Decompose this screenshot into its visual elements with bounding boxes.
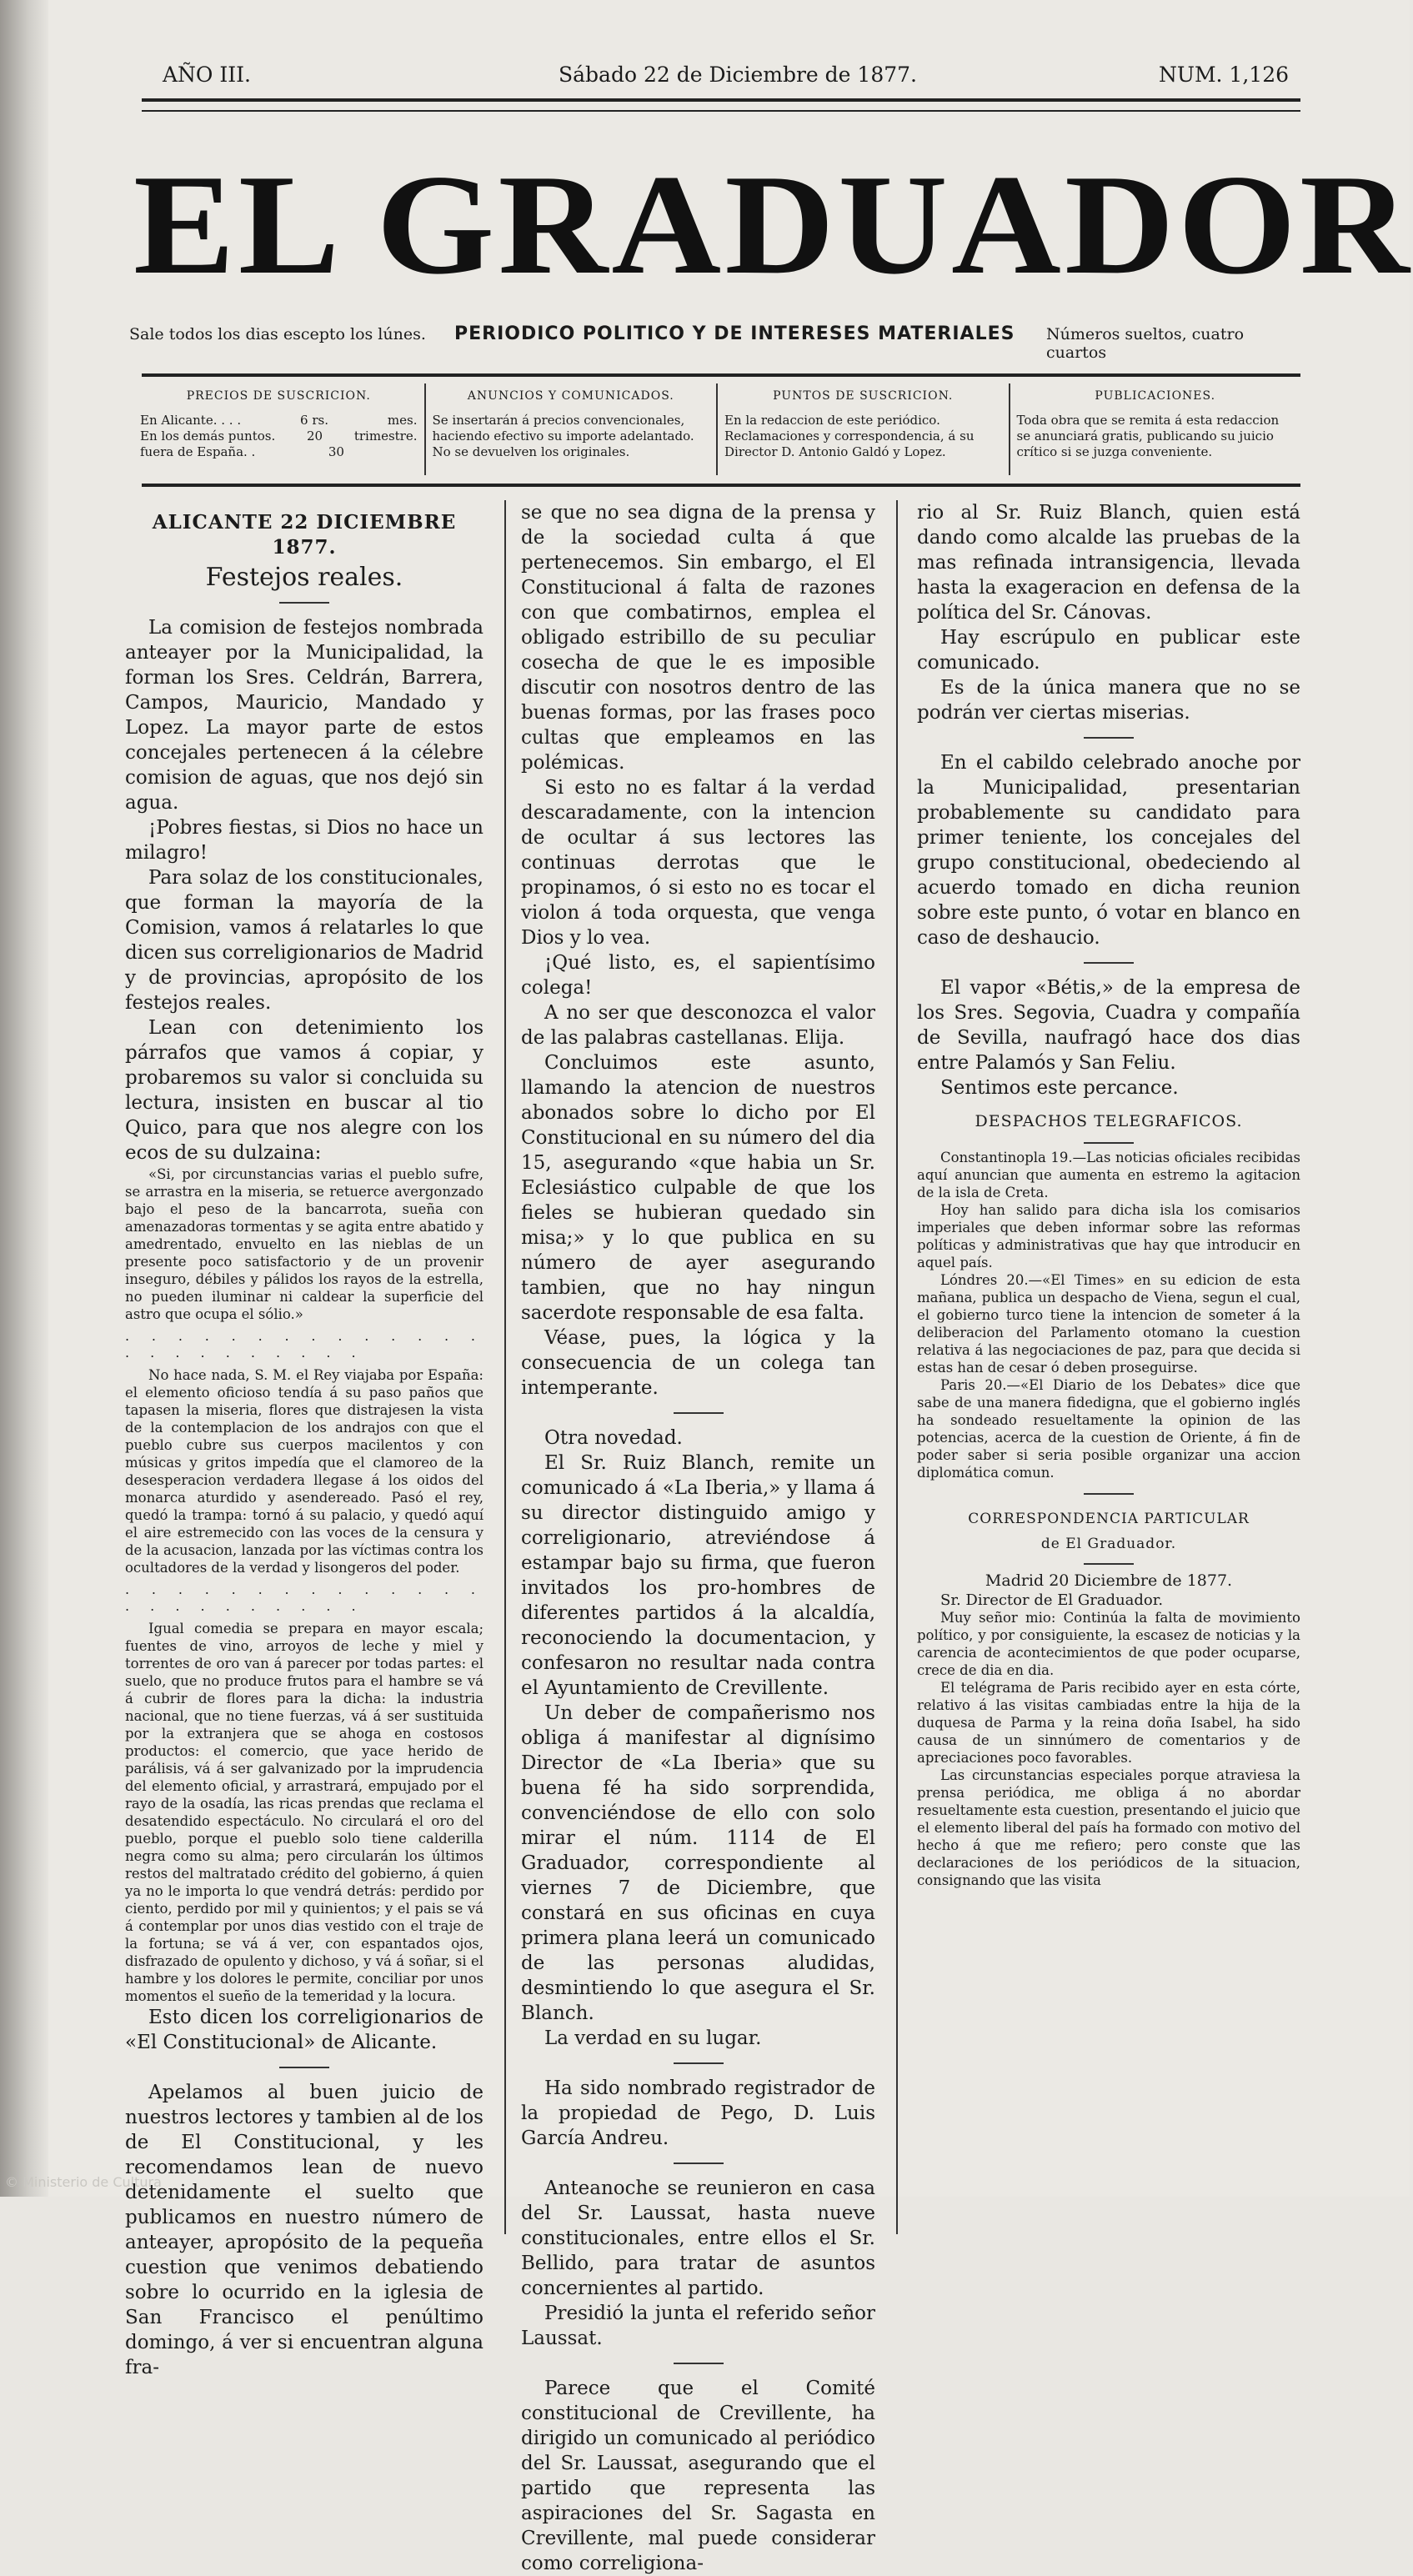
points-title: PUNTOS DE SUSCRICION. [773,389,954,403]
separator [674,2363,724,2364]
column-divider [896,500,898,2234]
article-columns [125,500,1300,2574]
quote-paragraph: «Si, por circunstancias varias el pueblo sufre, se arrastra en la miseria, se retuerce avergonzado bajo el peso de la bancarrota, sueña con amenazadoras tormentas y se agita entre abatido y amedrentado, envuelto en las nieblas de un presente poco satisfactorio y de un provenir inseguro, débiles y pálidos los rayos de la estrella, no pueden iluminar ni caldear la superficie del astro que ocupa el sólio.» [125,1166,484,1322]
ellipsis-row: . . . . . . . . . . . . . . . . . . . . . . . . [125,1581,484,1614]
top-rule [142,98,1300,102]
pubs-text: Toda obra que se remita á esta redaccion se anunciará gratis, publicando su juicio crítico si se juzga conveniente. [1016,413,1280,459]
quote-paragraph: Igual comedia se prepara en mayor escala; fuentes de vino, arroyos de leche y miel y torrentes de oro van á parecer por todas partes: el suelo, que no produce frutos para el hambre se vá á cubrir de flores para la dicha: la industria nacional, que no tiene fuerzas, vá á ser sustituida por la extranjera que se ahoga en costosos productos: el comercio, que yace herido de parálisis, vá á ser galvanizado por la imprudencia del elemento oficial, y arrastrará, empujado por el rayo de la osadía, las ricas prendas que reclama el desatendido espectáculo. No circulará el oro del pueblo, porque el pueblo solo tiene calderilla negra como su alma; pero circularán los últimos restos del maltratado crédito del gobierno, á quien ya no le importa lo que vendrá detrás: perdido por ciento, perdido por mil y quinientos; y el pais se vá á contemplar por unos dias vestido con el traje de la fortuna; se vá á ver, con espantados ojos, disfrazado de opulento y dichoso, y vá á soñar, si el hambre y los dolores le permite, conciliar por unos momentos el sueño de la temeridad y la locura. [125,1621,484,2004]
paragraph: Sentimos este percance. [940,1077,1179,1099]
year-label: AÑO III. [163,63,251,87]
paragraph: Hay escrúpulo en publicar este comunicado. [917,627,1300,674]
masthead-title: EL GRADUADOR [133,146,1413,304]
paragraph: Para solaz de los constitucionales, que forman la mayoría de la Comision, vamos á relatarles lo que dicen sus correligionarios de Madrid y de provincias, apropósito de los festejos reales. [125,867,484,1014]
paragraph: Lean con detenimiento los párrafos que vamos á copiar, y probaremos su valor si concluida su lectura, insisten en buscar al tio Quico, para que nos alegre con los ecos de su dulzaina: [125,1017,484,1164]
correspondence-paragraph: El telégrama de Paris recibido ayer en esta córte, relativo á las visitas cambiadas entre la hija de la duquesa de Parma y la reina doña Isabel, ha sido causa de un sinnúmero de comentarios y de apreciaciones poco favorables. [917,1680,1300,1766]
publications-box [1010,383,1301,475]
separator [674,1412,724,1414]
paragraph: Véase, pues, la lógica y la consecuencia de un colega tan intemperante. [521,1327,875,1399]
correspondence-paragraph: Las circunstancias especiales porque atraviesa la prensa periódica, me obliga á no abordar resueltamente esta cuestion, presentando el juicio que el elemento liberal del país ha formado con motivo del hecho á que me refiero; pero conste que las declaraciones de los periódicos de la situacion, consignando que las visita [917,1767,1300,1888]
info-boxes [133,383,1300,475]
book-spine [0,0,48,2197]
paragraph: ¡Pobres fiestas, si Dios no hace un milagro! [125,817,484,864]
correspondence-date: Madrid 20 Diciembre de 1877. [985,1571,1233,1590]
paragraph: Un deber de compañerismo nos obliga á manifestar al dignísimo Director de «La Iberia» que su buena fé ha sido sorprendida, convenciéndose de ello con solo mirar el núm. 1114 de El Graduador, correspondiente al viernes 7 de Diciembre, que constará en sus oficinas en cuya primera plana leerá un comunicado de las personas aludidas, desmintiendo lo que asegura el Sr. Blanch. [521,1702,875,2024]
paragraph: rio al Sr. Ruiz Blanch, quien está dando como alcalde las pruebas de la mas refinada intransigencia, llevada hasta la exageracion en defensa de la política del Sr. Cánovas. [917,502,1300,624]
paragraph: Parece que el Comité constitucional de Crevillente, ha dirigido un comunicado al periódico del Sr. Laussat, asegurando que el partido que representa las aspiraciones del Sr. Sagasta en Crevillente, mal puede considerar como correligiona- [521,2378,875,2574]
single-copy-price: Números sueltos, cuatro cuartos [1046,325,1245,362]
prices-title: PRECIOS DE SUSCRICION. [186,389,371,403]
paragraph: En el cabildo celebrado anoche por la Municipalidad, presentarian probablemente su candidato para primer teniente, los concejales del grupo constitucional, obedeciendo al acuerdo tomado en dicha reunion sobre este punto, ó votar en blanco en caso de deshaucio. [917,752,1300,949]
paragraph: Si esto no es faltar á la verdad descaradamente, con la intencion de ocultar á sus lectores las continuas derrotas que le propinamos, ó si esto no es tocar el violon á toda orquesta, que venga Dios y lo vea. [521,777,875,949]
ads-box [426,383,719,475]
column-3 [917,500,1300,2234]
telegram: Constantinopla 19.—Las noticias oficiales recibidas aquí anuncian que aumenta en estremo la agitacion de la isla de Creta. [917,1150,1300,1200]
paragraph: La comision de festejos nombrada anteayer por la Municipalidad, la forman los Sres. Celdrán, Barrera, Campos, Mauricio, Mandado y Lopez. La mayor parte de estos concejales pertenecen á la célebre comision de aguas, que nos dejó sin agua. [125,617,484,814]
paragraph: La verdad en su lugar. [544,2027,762,2049]
paragraph: ¡Qué listo, es, el sapientísimo colega! [521,952,875,999]
separator [1084,737,1134,739]
ads-title: ANUNCIOS Y COMUNICADOS. [467,389,674,403]
paragraph: Apelamos al buen juicio de nuestros lectores y tambien al de los de El Constitucional, y les recomendamos lean de nuevo detenidamente el suelto que publicamos en nuestro número de anteayer, apropósito de la pequeña cuestion que venimos debatiendo sobre lo ocurrido en la iglesia de San Francisco el penúltimo domingo, á ver si encuentran alguna fra- [125,2082,484,2378]
paragraph: Es de la única manera que no se podrán ver ciertas miserias. [917,677,1300,724]
column-divider [504,500,506,2234]
paragraph: El vapor «Bétis,» de la empresa de los Sres. Segovia, Cuadra y compañía de Sevilla, naufragó hace dos dias entre Palamós y San Feliu. [917,977,1300,1074]
paragraph: El Sr. Ruiz Blanch, remite un comunicado á «La Iberia,» y llama á su director distinguido amigo y correligionario, atreviéndose á estampar bajo su firma, que fueron invitados los pro-hombres de diferentes partidos á la alcaldía, reconociendo la documentacion, y confesaron no resultar nada contra el Ayuntamiento de Crevillente. [521,1452,875,1699]
paragraph: Presidió la junta el referido señor Laussat. [521,2303,875,2349]
telegram: Paris 20.—«El Diario de los Debates» dice que sabe de una manera fidedigna, que el gobierno inglés ha sondeado resueltamente la opinion de las potencias, acerca de la cuestion de Oriente, á fin de poder saber si seria posible organizar una accion diplomática comun. [917,1377,1300,1481]
article-headline: Festejos reales. [205,563,403,592]
paragraph: Ha sido nombrado registrador de la propiedad de Pego, D. Luis García Andreu. [521,2077,875,2149]
subtitle-row [125,323,1300,362]
telegram: Lóndres 20.—«El Times» en su edicion de esta mañana, publica un despacho de Viena, segun el cual, el gobierno turco tiene la intencion de someter á la deliberacion del Parlamento otomano la cuestion relativa á las negociaciones de paz, para que decida si estas han de cesar ó deben proseguirse. [917,1272,1300,1376]
price-row: En los demás puntos. 20 trimestre. [140,428,418,444]
points-text: En la redaccion de este periódico. Reclamaciones y correspondencia, á su Director D. Antonio Galdó y Lopez. [724,413,975,459]
column-1 [125,500,484,2378]
info-top-rule [142,373,1300,377]
dateline: ALICANTE 22 DICIEMBRE 1877. [152,511,457,559]
paragraph: A no ser que desconozca el valor de las palabras castellanas. Elija. [521,1002,875,1049]
separator [1084,1142,1134,1144]
correspondence-subheading: de El Graduador. [1040,1536,1177,1552]
separator [1084,1493,1134,1495]
correspondence-paragraph: Muy señor mio: Continúa la falta de movimiento político, y por consiguiente, la escasez de noticias y la carencia de acontecimientos de que poder ocuparse, crece de dia en dia. [917,1610,1300,1678]
telegram: Hoy han salido para dicha isla los comisarios imperiales que deben informar sobre las reformas políticas y administrativas que hay que introducir en aquel país. [917,1202,1300,1270]
quote-paragraph: No hace nada, S. M. el Rey viajaba por España: el elemento oficioso tendía á su paso paños que tapasen la miseria, flores que distrajesen la vista de la contemplacion de los andrajos con que el pueblo cubre sus cuerpos macilentos y con músicas y gritos impedía que el clamoreo de la desesperacion verdadera llegase á los oidos del monarca aturdido y asendereado. Pasó el rey, quedó la trampa: tornó á su palacio, y quedó aquí el aire estremecido con las voces de la censura y de la acusacion, lanzada por las víctimas contra los ocultadores de la verdad y lisongeros del poder. [125,1367,484,1576]
top-rule-thin [142,110,1300,112]
issue-number: NUM. 1,126 [1159,63,1290,87]
ads-text: Se insertarán á precios convencionales, haciendo efectivo su importe adelantado. No se devuelven los originales. [432,413,694,459]
separator [1084,962,1134,964]
paragraph: Anteanoche se reunieron en casa del Sr. Laussat, hasta nueve constitucionales, entre ellos el Sr. Bellido, para tratar de asuntos concernientes al partido. [521,2178,875,2299]
correspondence-salutation: Sr. Director de El Graduador. [940,1591,1164,1609]
subscription-points [718,383,1010,475]
columns-top-rule [142,484,1300,487]
paragraph: se que no sea digna de la prensa y de la sociedad culta á que pertenecemos. Sin embargo, el El Constitucional á falta de razones con que combatirnos, emplea el obligado estribillo de su peculiar cosecha de que le es imposible discutir con nosotros dentro de las buenas formas, por las frases poco cultas que empleamos en las polémicas. [521,502,875,774]
column-2 [521,500,875,2574]
correspondence-heading: CORRESPONDENCIA PARTICULAR [968,1511,1250,1527]
price-row: En Alicante. . . . 6 rs. mes. [140,413,418,428]
subtitle: PERIODICO POLITICO Y DE INTERESES MATERIALES [454,323,1015,344]
ellipsis-row: . . . . . . . . . . . . . . . . . . . . . . . . [125,1328,484,1361]
separator [279,2067,329,2068]
separator [674,2163,724,2164]
paragraph: Otra novedad. [544,1427,683,1449]
price-row: fuera de España. . 30 [140,444,344,459]
telegrams-heading: DESPACHOS TELEGRAFICOS. [975,1112,1243,1130]
issue-date: Sábado 22 de Diciembre de 1877. [559,63,917,87]
paragraph: Concluimos este asunto, llamando la atencion de nuestros abonados sobre lo dicho por El Constitucional en su número del dia 15, asegurando «que habia un Sr. Eclesiástico culpable de que los fieles se hubieran quedado sin misa;» y lo que publica en su número de ayer asegurando tambien, que no hay ningun sacerdote responsable de esa falta. [521,1052,875,1324]
copyright-watermark: © Ministerio de Cultura [5,2174,162,2190]
top-line [125,63,1300,96]
separator [279,602,329,604]
paragraph: Esto dicen los correligionarios de «El Constitucional» de Alicante. [125,2007,484,2053]
separator [674,2062,724,2064]
publication-days: Sale todos los dias escepto los lúnes. [129,325,426,343]
separator [1084,1563,1134,1565]
subscription-prices [133,383,426,475]
pubs-title: PUBLICACIONES. [1095,389,1216,403]
